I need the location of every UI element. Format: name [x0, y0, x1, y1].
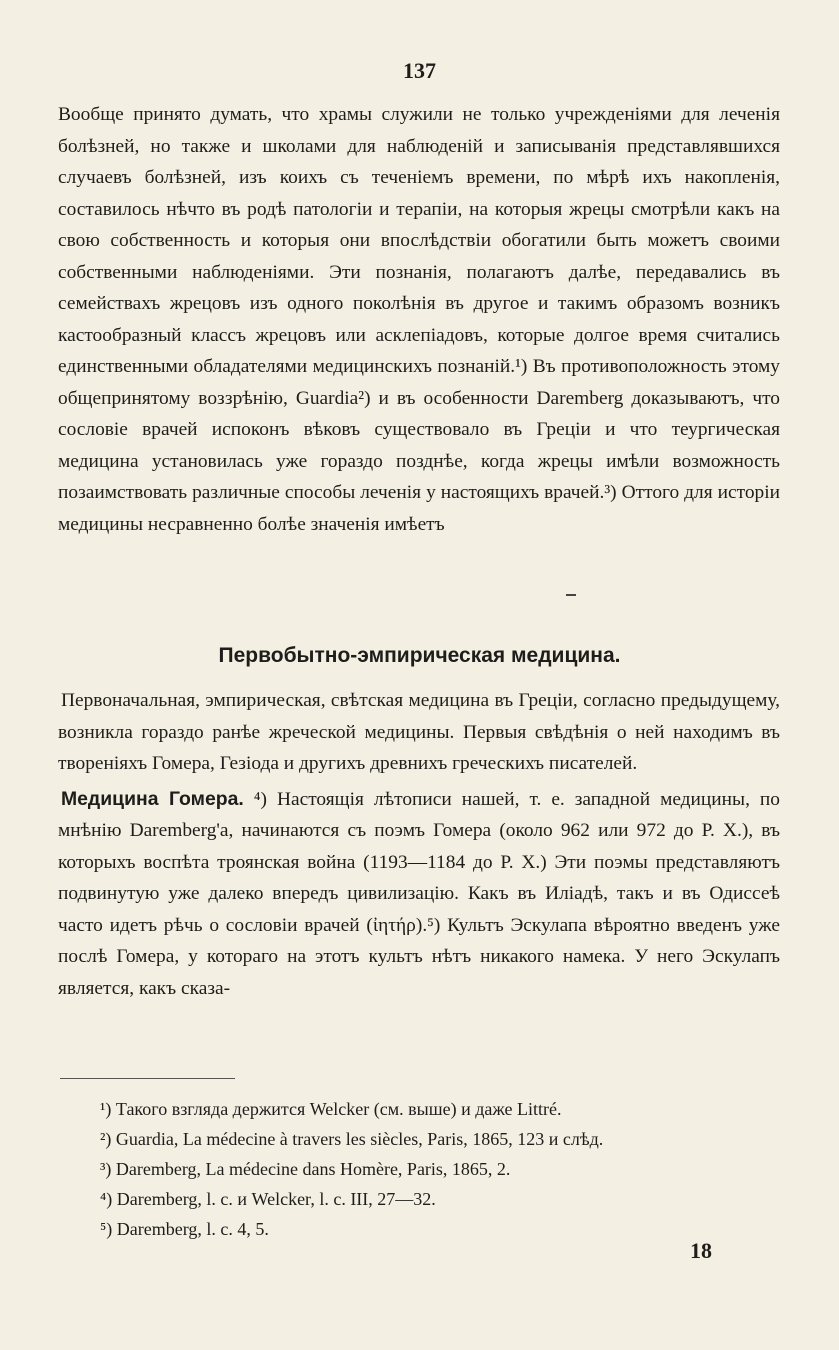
footnotes: [100, 1094, 780, 1244]
page-number: 137: [403, 58, 436, 83]
footnote-divider: [60, 1078, 235, 1079]
section-body: [58, 685, 780, 1004]
footnote-item: [100, 1094, 780, 1124]
paragraph-homer-text: ⁴) Настоящія лѣтописи нашей, т. е. западной медицины, по мнѣнію Daremberg'а, начинаются съ поэмъ Гомера (около 962 или 972 до Р. Х.), въ которыхъ воспѣта троянская война (1193—1184 до Р. Х.) Эти поэмы представляютъ подвинутую уже далеко впередъ цивилизацію. Какъ въ Иліадѣ, такъ и въ Одиссеѣ часто идетъ рѣчь о сословіи врачей (ἰητήρ).⁵) Культъ Эскулапа вѣроятно введенъ уже послѣ Гомера, у котораго на этотъ культъ нѣтъ никакого намека. У него Эскулапъ является, какъ сказа-: [58, 788, 780, 999]
footnote-item: [100, 1154, 780, 1184]
footnote-text: Daremberg, l. c. и Welcker, l. c. III, 27—32.: [116, 1189, 436, 1209]
footnote-item: [100, 1184, 780, 1214]
footnote-mark: ⁴): [100, 1189, 113, 1209]
footnote-text: Daremberg, La médecine dans Homère, Paris, 1865, 2.: [115, 1159, 511, 1179]
signature-mark: 18: [690, 1238, 712, 1263]
text-dash: [566, 594, 576, 596]
footnote-text: Guardia, La médecine à travers les siècles, Paris, 1865, 123 и слѣд.: [115, 1129, 604, 1149]
footnote-mark: ²): [100, 1129, 112, 1149]
footnote-text: Daremberg, l. c. 4, 5.: [116, 1219, 269, 1239]
footnote-item: [100, 1214, 780, 1244]
paragraph-text: Вообще принято думать, что храмы служили не только учрежденіями для леченія болѣзней, но также и школами для наблюденій и записыванія представлявшихся случаевъ болѣзней, изъ коихъ съ теченіемъ времени, по мѣрѣ ихъ накопленія, составилось нѣчто въ родѣ патологіи и терапіи, на которыя жрецы смотрѣли какъ на свою собственность и которыя они впослѣдствіи обогатили быть можетъ своими собственными наблюденіями. Эти познанія, полагаютъ далѣе, передавались въ семействахъ жрецовъ изъ одного поколѣнія въ другое и такимъ образомъ возникъ кастообразный классъ жрецовъ или асклепіадовъ, которые долгое время считались единственными обладателями медицинскихъ познаній.¹) Въ противоположность этому общепринятому воззрѣнію, Guardia²) и въ особенности Daremberg доказываютъ, что сословіе врачей испоконъ вѣковъ существовало въ Греціи и что теургическая медицина установилась уже гораздо позднѣе, когда жрецы имѣли возможность позаимствовать различные способы леченія у настоящихъ врачей.³) Оттого для исторіи медицины несравненно болѣе значенія имѣетъ: [58, 104, 780, 535]
section-heading: Первобытно-эмпирическая медицина.: [218, 644, 621, 667]
footnote-item: [100, 1124, 780, 1154]
footnote-text: Такого взгляда держится Welcker (см. выше) и даже Littré.: [115, 1099, 562, 1119]
footnote-mark: ³): [100, 1159, 112, 1179]
paragraph-homer: [58, 784, 780, 1005]
paragraph-empirical: Первоначальная, эмпирическая, свѣтская медицина въ Греціи, согласно предыдущему, возникла гораздо ранѣе жреческой медицины. Первыя свѣдѣнія о ней находимъ въ твореніяхъ Гомера, Гезіода и другихъ древнихъ греческихъ писателей.: [58, 690, 780, 774]
run-in-heading: Медицина Гомера.: [61, 787, 244, 810]
footnote-mark: ⁵): [100, 1219, 113, 1239]
footnote-mark: ¹): [100, 1099, 112, 1119]
paragraph-temples: [58, 99, 780, 540]
